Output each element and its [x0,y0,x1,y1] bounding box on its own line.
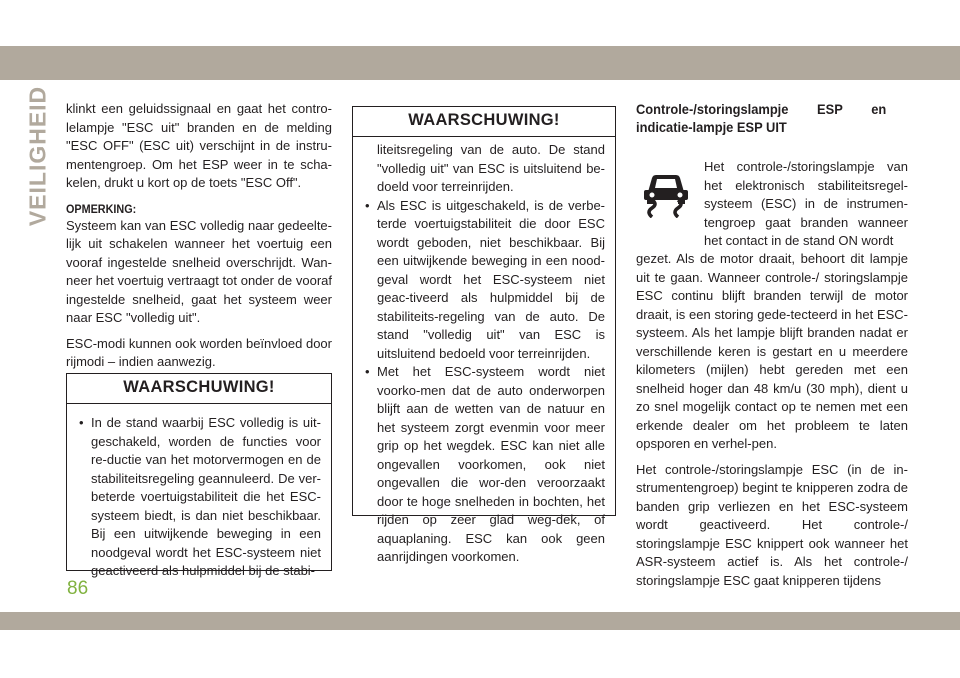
paragraph-esc-off: klinkt een geluidssignaal en gaat het contro-lelampje "ESC uit" branden en de melding "ESC OFF" (ESC uit) verschijnt in de instru-mentengroep. Om het ESP weer in te scha-kelen, drukt u kort op de toets "ESC Off". [66,101,332,190]
warning-title: WAARSCHUWING! [67,374,331,404]
section-side-label-text: VEILIGHEID [24,85,51,227]
paragraph-knipperen: Het controle-/storingslampje ESC (in de in-strumentengroep) begint te knipperen zodra de banden grip verliezen en het ESC-systeem wordt geactiveerd. Het controle-/ storingslampje ESC knippert ook wanneer het ASR-systeem actief is. Als het controle-/ storingslampje ESC gaat knipperen tijdens [636,461,908,588]
column-3 [636,100,908,588]
warning-box-1 [66,373,332,578]
note-title: OPMERKING: [66,201,137,216]
esc-skid-car-icon [638,162,694,218]
bottom-band [0,612,960,630]
icon-description-text: Het controle-/storingslampje van het elektronisch stabiliteitsregel-systeem (ESC) in de instrumen-tengroep gaat branden wanneer het contact in de stand ON wordt [704,159,908,248]
paragraph-rijmodi: ESC-modi kunnen ook worden beïnvloed door rijmodi – indien aanwezig. [66,335,332,369]
page-number: 86 [67,578,89,599]
warning-continuation: liteitsregeling van de auto. De stand "volledig uit" van ESC is uitsluitend be-doeld voor terreinrijden. [377,142,605,194]
warning-title: WAARSCHUWING! [353,107,615,137]
column-1 [66,100,332,372]
section-side-label [24,85,52,227]
warning-bullet: • In de stand waarbij ESC volledig is uit-geschakeld, worden de functies voor re-ductie van het motorvermogen en de stabiliteitsregeling geannuleerd. De ver-beterde voertuigstabiliteit die het ESC-systeem biedt, is dan niet beschikbaar. Bij een uitwijkende beweging in een noodgeval wordt het ESC-systeem niet geactiveerd als hulpmiddel bij de stabi- [79,414,321,581]
section-title: Controle-/storingslampje ESP en indicatie-lampje ESP UIT [636,101,887,135]
warning-bullet: • Met het ESC-systeem wordt niet voorko-men dat de auto onderworpen blijft aan de wetten van de natuur en het systeem zorgt evenmin voor meer grip op het wegdek. ESC kan niet alle ongevallen voorkomen, ook niet ongevallen die wor-den veroorzaakt door te hoge snelheden in bochten, het rijden op zeer glad weg-dek, of aquaplaning. ESC kan ook geen aanrijdingen voorkomen. [365,363,605,567]
top-band [0,46,960,80]
warning-bullet: • Als ESC is uitgeschakeld, is de verbe-terde voertuigstabiliteit die door ESC wordt geboden, niet beschikbaar. Bij een uitwijkende beweging in een nood-geval wordt het ESC-systeem niet geac-tiveerd als hulpmiddel bij de stabiliteits-regeling van de auto. De stand "volledig uit" van ESC is uitsluitend bedoeld voor terreinrijden. [365,197,605,364]
paragraph-lampje: gezet. Als de motor draait, behoort dit lampje uit te gaan. Wanneer controle-/ storingslampje ESC continu blijft branden terwijl de motor draait, is een storing gede-tecteerd in het ESC-systeem. Als het lampje blijft branden nadat er verschillende keren is gestart en u meerdere kilometers (mijlen) hebt gereden met een snelheid hoger dan 48 km/u (30 mph), dient u zo snel mogelijk contact op te nemen met een erkende dealer om het probleem te laten opsporen en verhel-pen. [636,251,908,451]
note-text: Systeem kan van ESC volledig naar gedeelte-lijk uit schakelen wanneer het voertuig een vooraf ingestelde snelheid overschrijdt. Wan-neer het voertuig vertraagt tot onder de vooraf ingestelde snelheid, gaat het systeem weer naar ESC "volledig uit". [66,217,332,325]
icon-description [704,158,908,251]
warning-box-2 [352,106,616,564]
column-3-body [636,250,908,590]
